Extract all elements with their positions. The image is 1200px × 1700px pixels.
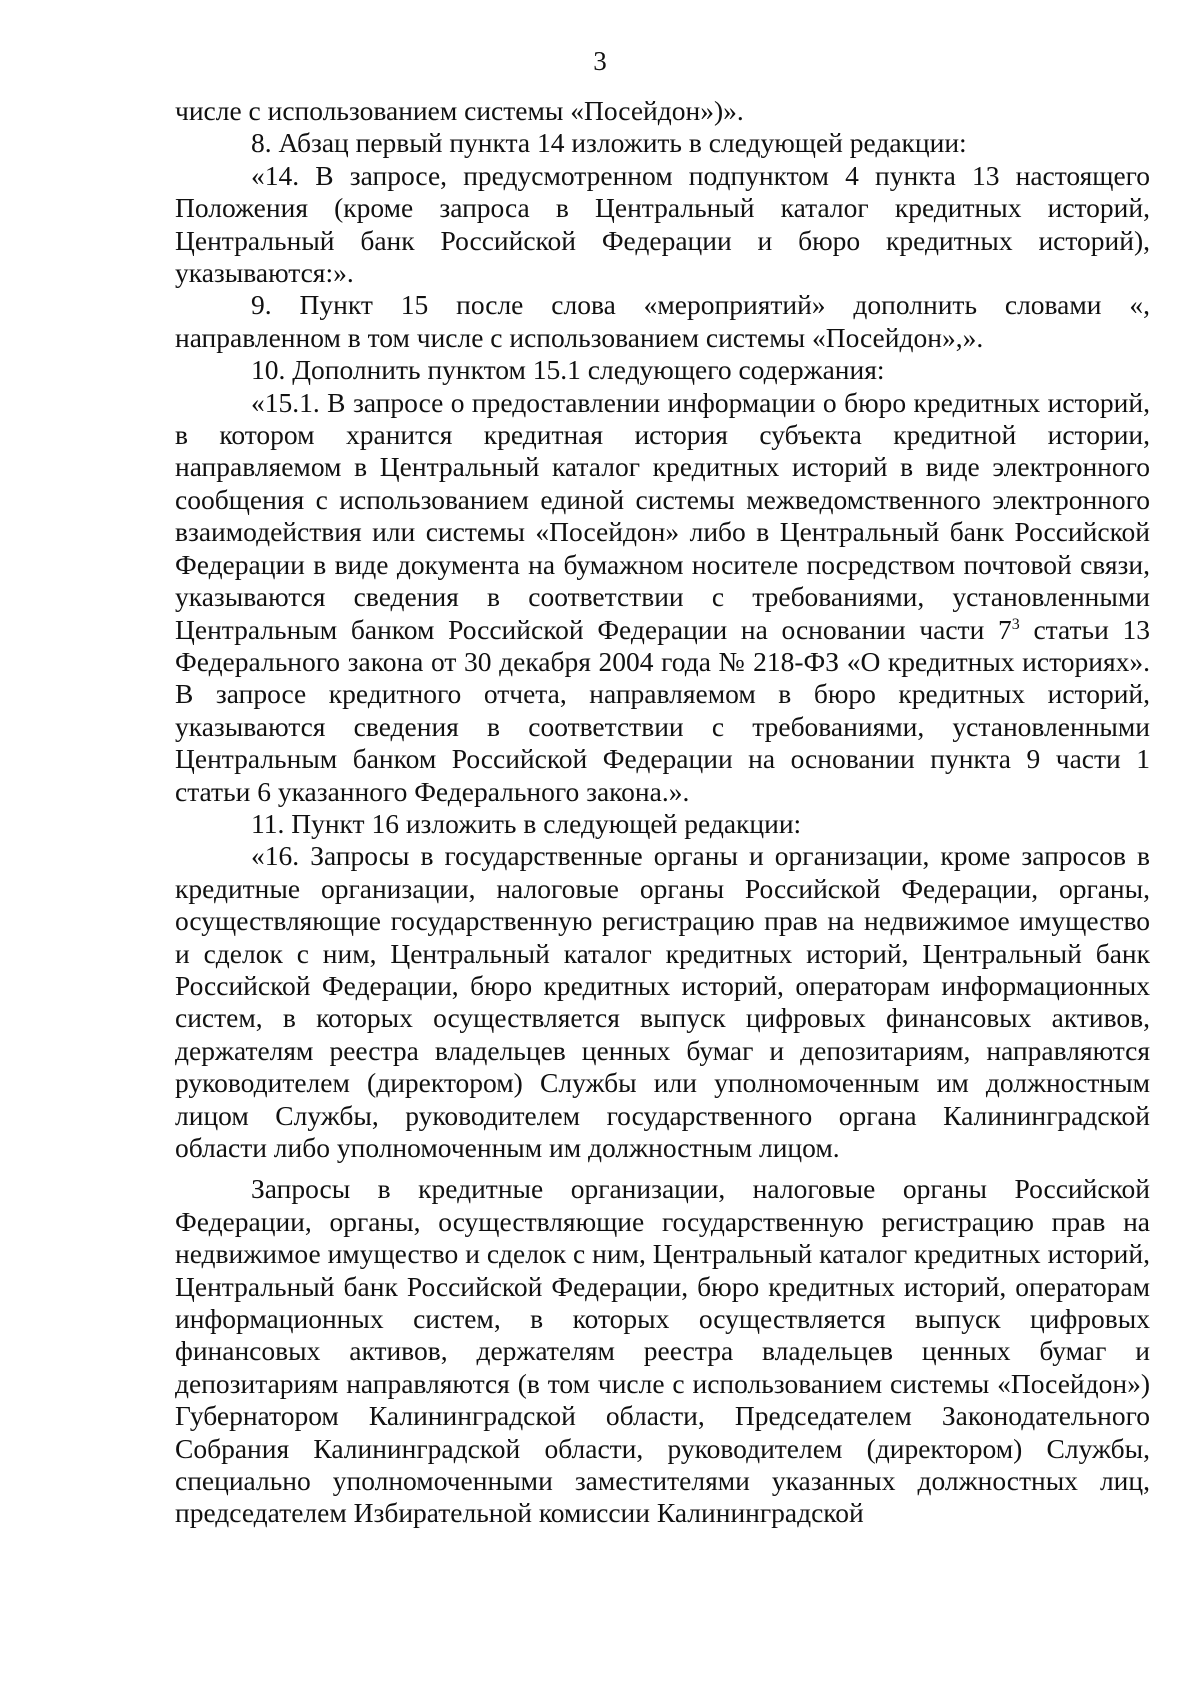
paragraph-item-9: 9. Пункт 15 после слова «мероприятий» дополнить словами «, направленном в том числе с использованием системы «Посейдон»,».: [175, 289, 1150, 353]
paragraph-requests: Запросы в кредитные организации, налоговые органы Российской Федерации, органы, осуществляющие государственную регистрацию прав на недвижимое имущество и сделок с ним, Центральный каталог кредитных историй, Центральный банк Российской Федерации, бюро кредитных историй, операторам информационных систем, в которых осуществляется выпуск цифровых финансовых активов, держателям реестра владельцев ценных бумаг и депозитариям направляются (в том числе с использованием системы «Посейдон») Губернатором Калининградской области, Председателем Законодательного Собрания Калининградской области, руководителем (директором) Службы, специально уполномоченными заместителями указанных должностных лиц, председателем Избирательной комиссии Калининградской: [175, 1173, 1150, 1529]
paragraph-item-15-1-part-2: статьи 13 Федерального закона от 30 декабря 2004 года № 218-ФЗ «О кредитных историях». В запросе кредитного отчета, направляемом в бюро кредитных историй, указываются сведения в соответствии с требованиями, установленными Центральным банком Российской Федерации на основании пункта 9 части 1 статьи 6 указанного Федерального закона.».: [175, 613, 1150, 807]
paragraph-item-14-text: «14. В запросе, предусмотренном подпунктом 4 пункта 13 настоящего Положения (кроме запроса в Центральный каталог кредитных историй, Центральный банк Российской Федерации и бюро кредитных историй), указываются:».: [175, 159, 1150, 289]
document-body: [175, 95, 1150, 1530]
paragraph-item-15-1-text: [175, 387, 1150, 808]
paragraph-item-16-text: «16. Запросы в государственные органы и организации, кроме запросов в кредитные организации, налоговые органы Российской Федерации, органы, осуществляющие государственную регистрацию прав на недвижимое имущество и сделок с ним, Центральный каталог кредитных историй, Центральный банк Российской Федерации, бюро кредитных историй, операторам информационных систем, в которых осуществляется выпуск цифровых финансовых активов, держателям реестра владельцев ценных бумаг и депозитариям, направляются руководителем (директором) Службы или уполномоченным им должностным лицом Службы, руководителем государственного органа Калининградской области либо уполномоченным им должностным лицом.: [175, 840, 1150, 1163]
paragraph-item-8: 8. Абзац первый пункта 14 изложить в следующей редакции:: [251, 127, 967, 159]
paragraph-item-15-1-part-1: «15.1. В запросе о предоставлении информации о бюро кредитных историй, в котором хранится кредитная история субъекта кредитной истории, направляемом в Центральный каталог кредитных историй в виде электронного сообщения с использованием единой системы межведомственного электронного взаимодействия или системы «Посейдон» либо в Центральный банк Российской Федерации в виде документа на бумажном носителе посредством почтовой связи, указываются сведения в соответствии с требованиями, установленными Центральным банком Российской Федерации на основании части 7: [175, 386, 1150, 645]
page-number: 3: [593, 46, 607, 76]
superscript-3: 3: [1011, 615, 1020, 633]
paragraph-item-10: 10. Дополнить пунктом 15.1 следующего содержания:: [251, 354, 885, 386]
paragraph-continuation: числе с использованием системы «Посейдон»)».: [175, 95, 744, 126]
paragraph-item-11: 11. Пункт 16 изложить в следующей редакции:: [251, 807, 802, 839]
